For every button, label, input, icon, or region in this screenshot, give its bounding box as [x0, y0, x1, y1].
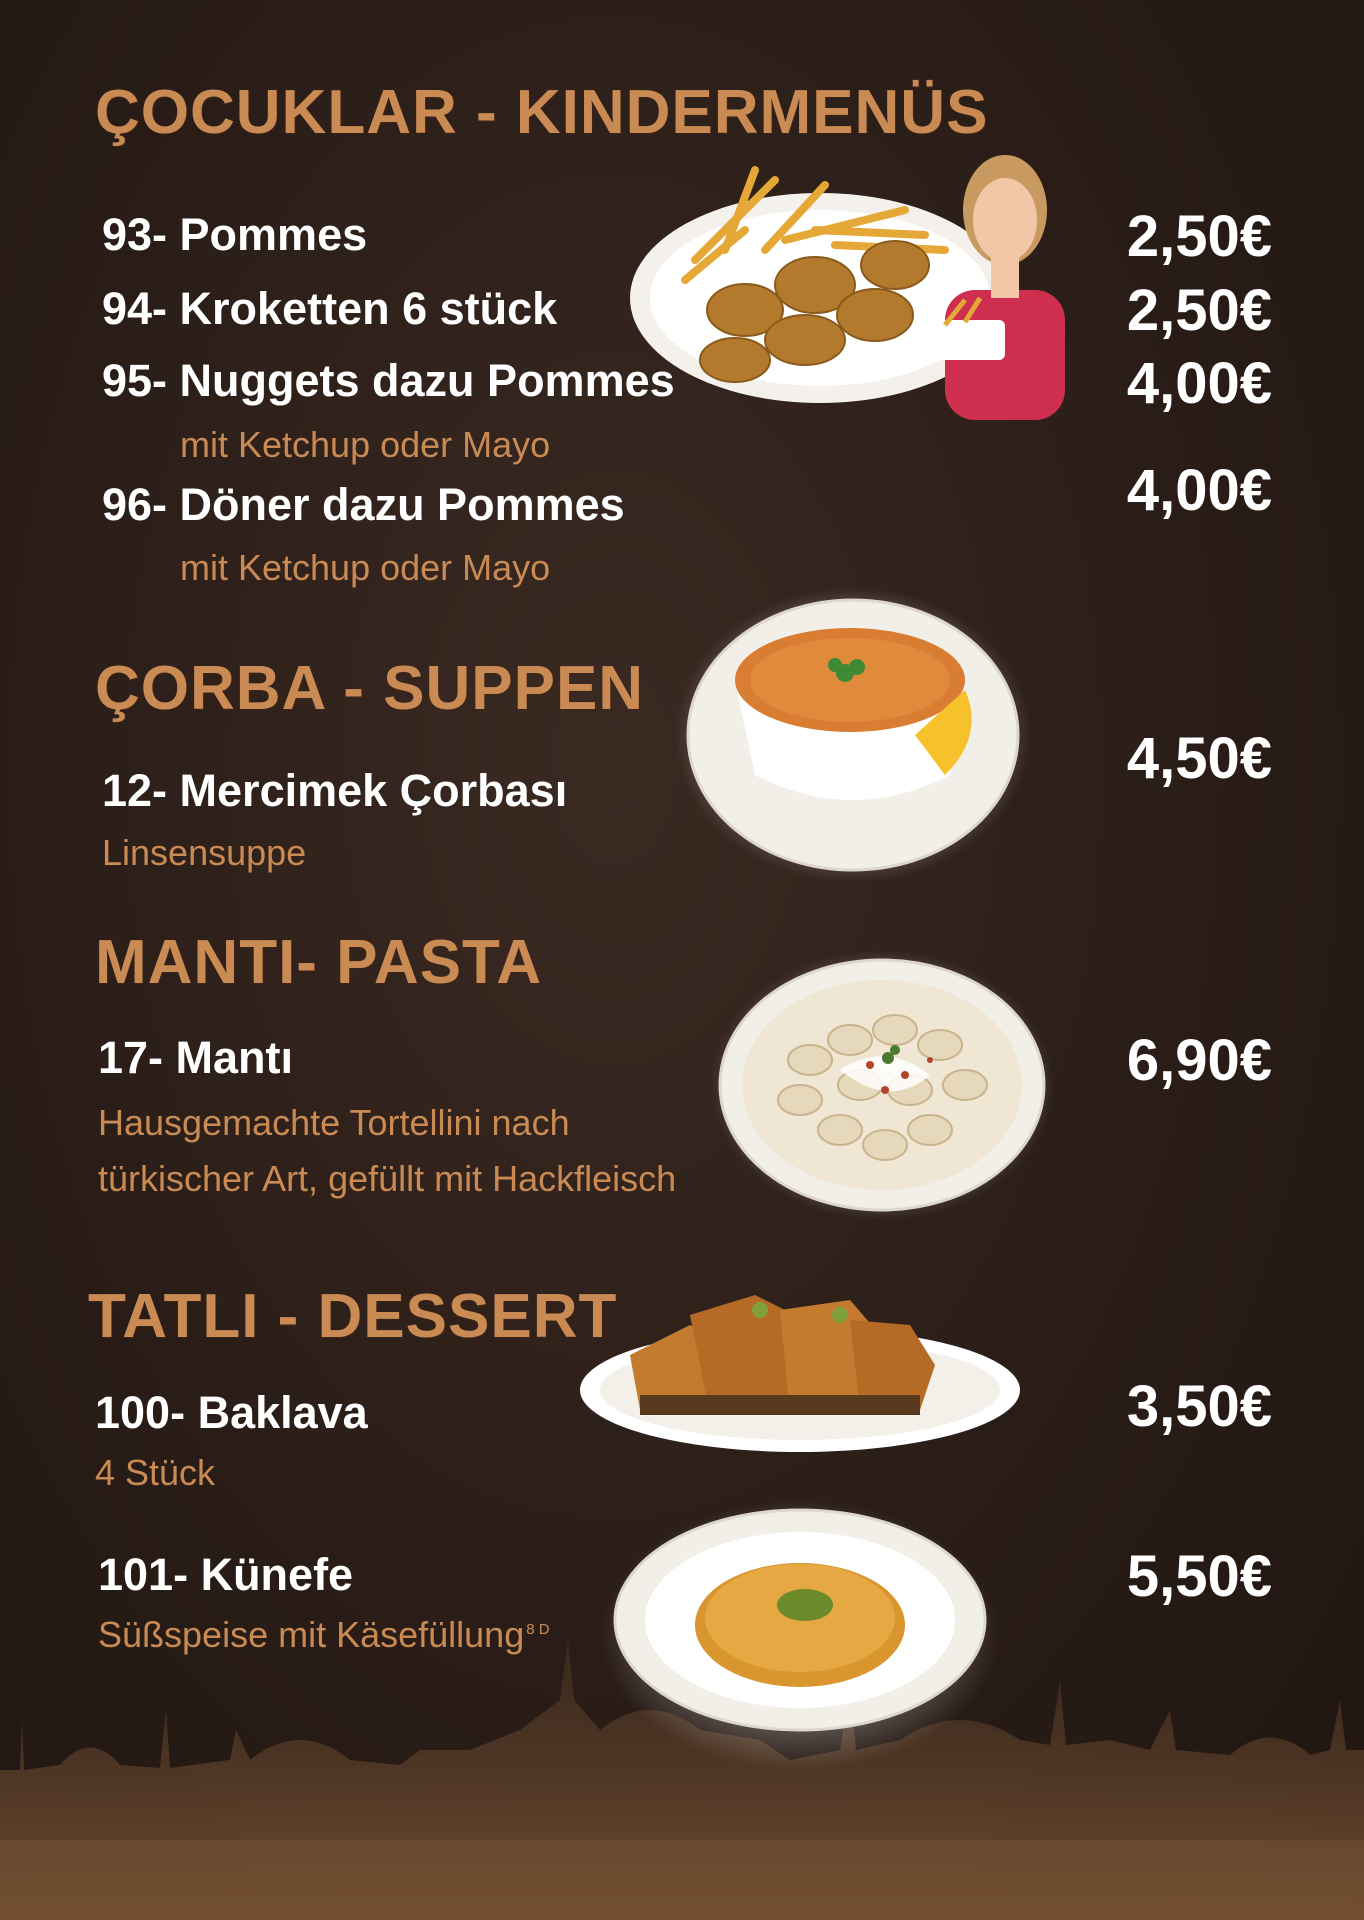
item-17-desc-line2: türkischer Art, gefüllt mit Hackfleisch	[98, 1158, 677, 1199]
manti-photo	[710, 950, 1055, 1220]
item-101-footnote: 8 D	[526, 1621, 550, 1638]
lentil-soup-photo	[675, 585, 1030, 880]
kids-menu-photo	[625, 150, 1085, 420]
item-101-desc-text: Süßspeise mit Käsefüllung	[98, 1614, 525, 1655]
item-17-name: 17- Mantı	[98, 1032, 294, 1083]
item-95-desc: mit Ketchup oder Mayo	[180, 424, 551, 465]
item-100-name: 100- Baklava	[95, 1387, 368, 1438]
item-96-name: 96- Döner dazu Pommes	[102, 479, 625, 530]
item-93-name: 93- Pommes	[102, 209, 368, 260]
item-94-price: 2,50€	[1126, 278, 1272, 343]
item-17-price: 6,90€	[1126, 1028, 1272, 1093]
item-12-price: 4,50€	[1126, 726, 1272, 791]
item-101-price: 5,50€	[1126, 1544, 1272, 1609]
item-93-price: 2,50€	[1126, 204, 1272, 269]
section-title-soup: ÇORBA - SUPPEN	[95, 654, 645, 723]
kunefe-photo	[600, 1500, 1000, 1770]
item-101-name: 101- Künefe	[98, 1549, 354, 1600]
baklava-photo	[580, 1265, 1020, 1455]
section-title-kids: ÇOCUKLAR - KINDERMENÜS	[95, 78, 989, 147]
item-101-desc	[98, 1612, 550, 1657]
item-12-desc: Linsensuppe	[102, 832, 307, 873]
item-96-desc: mit Ketchup oder Mayo	[180, 547, 551, 588]
item-96-price: 4,00€	[1126, 458, 1272, 523]
item-100-desc: 4 Stück	[95, 1452, 216, 1493]
item-94-name: 94- Kroketten 6 stück	[102, 283, 558, 334]
item-95-name: 95- Nuggets dazu Pommes	[102, 355, 675, 406]
item-100-price: 3,50€	[1126, 1374, 1272, 1439]
item-95-price: 4,00€	[1126, 351, 1272, 416]
section-title-dessert: TATLI - DESSERT	[88, 1282, 618, 1351]
item-17-desc-line1: Hausgemachte Tortellini nach	[98, 1102, 570, 1143]
section-title-pasta: MANTI- PASTA	[95, 928, 543, 997]
item-12-name: 12- Mercimek Çorbası	[102, 765, 568, 816]
